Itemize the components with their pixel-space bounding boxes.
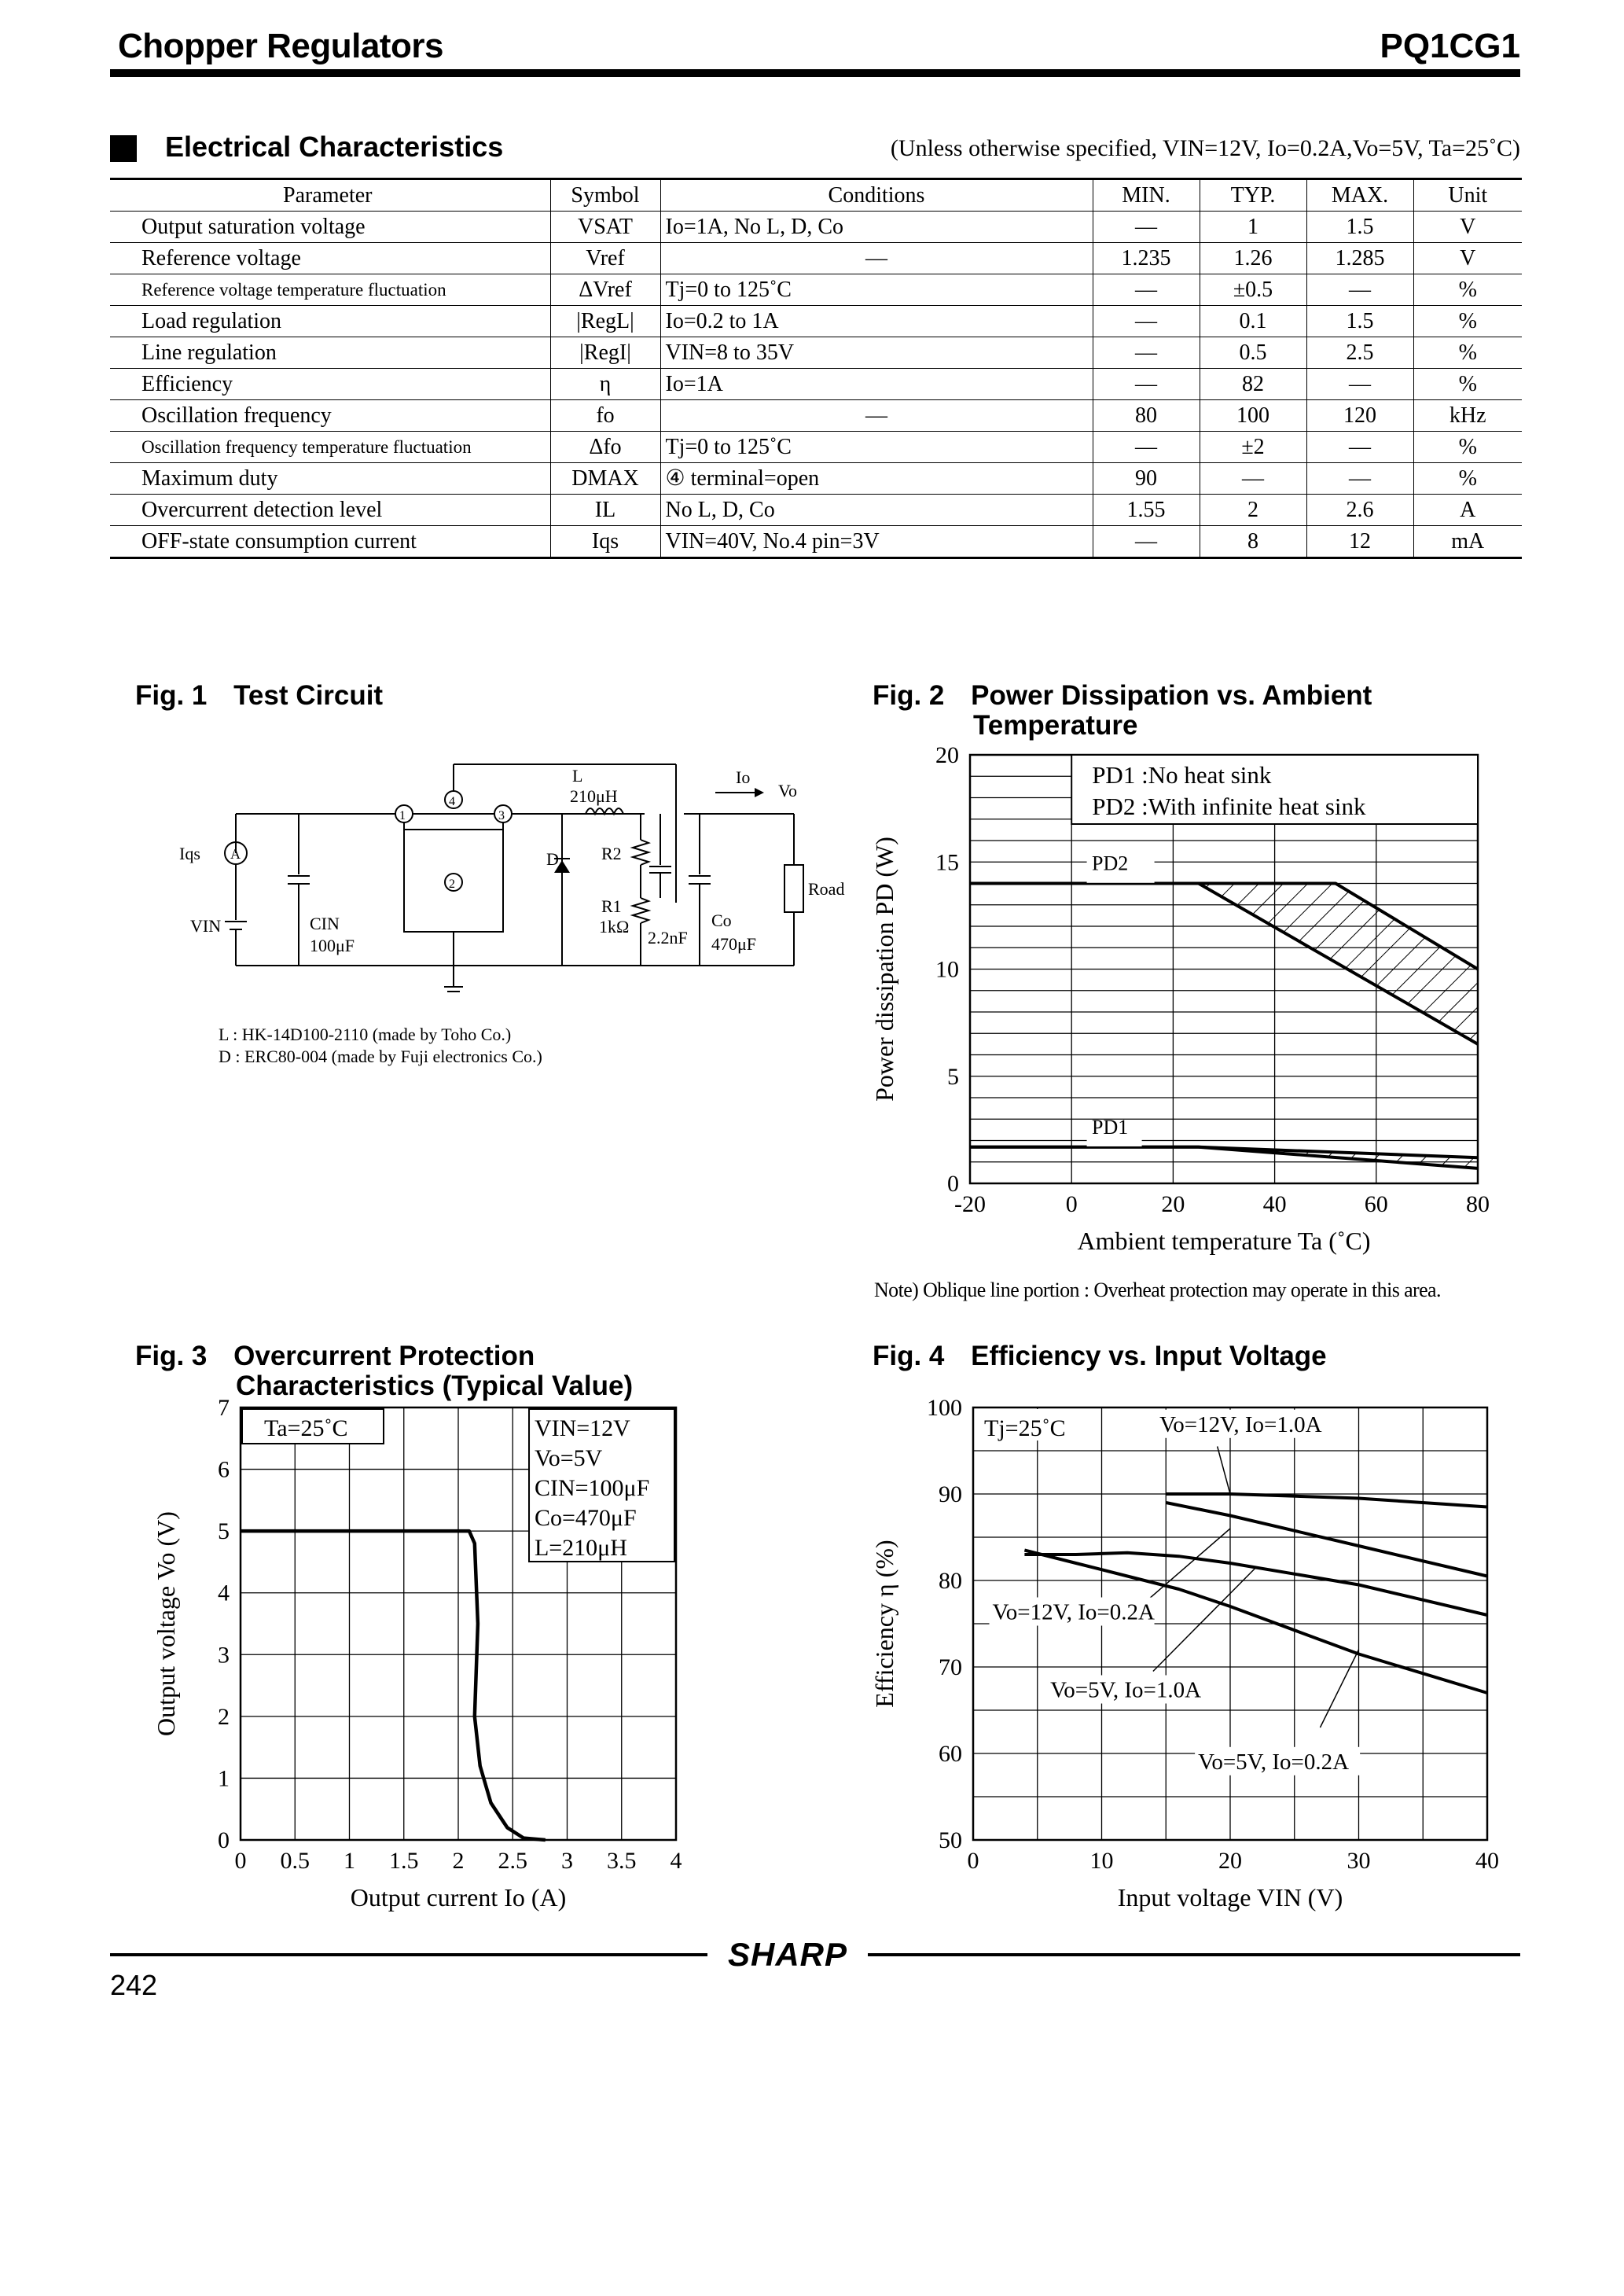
table-cell: — (660, 243, 1093, 274)
iqs-label: Iqs (179, 844, 200, 863)
y-tick-label: 0 (218, 1827, 230, 1853)
table-cell: ±0.5 (1200, 274, 1306, 306)
x-tick-label: 0 (967, 1848, 979, 1874)
table-cell: % (1413, 274, 1522, 306)
table-cell: 82 (1200, 369, 1306, 400)
table-cell: — (1093, 432, 1200, 463)
table-cell: 1.285 (1306, 243, 1413, 274)
table-cell: Io=1A (660, 369, 1093, 400)
temperature-annotation: Tj=25˚C (984, 1415, 1066, 1441)
table-cell: Tj=0 to 125˚C (660, 432, 1093, 463)
table-cell: Io=1A, No L, D, Co (660, 212, 1093, 243)
table-cell: 1.55 (1093, 495, 1200, 526)
fig2-chart (865, 739, 1556, 1274)
x-tick-label: 40 (1475, 1848, 1499, 1874)
table-cell: 0.1 (1200, 306, 1306, 337)
table-cell: — (1093, 212, 1200, 243)
series-line-0 (1166, 1494, 1487, 1507)
r1-label: R1 (601, 896, 622, 916)
x-tick-label: 4 (670, 1848, 682, 1874)
table-cell: IL (550, 495, 660, 526)
legend-entry: PD1 :No heat sink (1092, 761, 1272, 789)
series-label: Vo=5V, Io=1.0A (1050, 1677, 1202, 1703)
table-cell: DMAX (550, 463, 660, 495)
pin4-label: 4 (449, 795, 455, 808)
table-row (110, 337, 1522, 369)
x-tick-label: 0.5 (280, 1848, 310, 1874)
table-cell: Reference voltage temperature fluctuation (141, 280, 446, 300)
column-header: Conditions (660, 179, 1093, 212)
y-tick-label: 10 (935, 956, 959, 983)
load-label: Road (808, 879, 845, 899)
leader-line (1141, 1529, 1230, 1606)
table-cell: % (1413, 306, 1522, 337)
x-axis-label: Input voltage VIN (V) (1117, 1883, 1343, 1911)
x-tick-label: 20 (1161, 1191, 1185, 1217)
fig3-name: Overcurrent Protection (233, 1341, 535, 1371)
table-cell: |RegI| (550, 337, 660, 369)
header-rule (110, 69, 1520, 77)
table-cell: 2 (1200, 495, 1306, 526)
table-cell: — (660, 400, 1093, 432)
table-cell: 90 (1093, 463, 1200, 495)
x-tick-label: 20 (1218, 1848, 1242, 1874)
series-label: Vo=12V, Io=0.2A (992, 1599, 1156, 1625)
y-tick-label: 70 (939, 1654, 962, 1680)
table-cell: Oscillation frequency temperature fluctuation (141, 437, 472, 457)
cap-value: 2.2nF (648, 928, 688, 947)
table-row (110, 274, 1522, 306)
y-tick-label: 15 (935, 849, 959, 876)
table-row (110, 400, 1522, 432)
table-row (110, 432, 1522, 463)
table-cell: VIN=8 to 35V (660, 337, 1093, 369)
page-number: 242 (110, 1969, 158, 2001)
fig3-chart (149, 1392, 715, 1934)
fig1-number: Fig. 1 (135, 680, 208, 711)
table-cell: — (1306, 463, 1413, 495)
table-cell: VSAT (550, 212, 660, 243)
y-tick-label: 5 (218, 1518, 230, 1545)
table-cell: 2.6 (1306, 495, 1413, 526)
table-cell: Reference voltage (141, 246, 301, 270)
y-tick-label: 7 (218, 1395, 230, 1421)
table-cell: % (1413, 463, 1522, 495)
fig1-title (135, 681, 383, 711)
fig2-name-2: Temperature (973, 710, 1138, 741)
table-cell: OFF-state consumption current (141, 529, 417, 554)
table-row (110, 369, 1522, 400)
table-header-row (110, 179, 1522, 212)
table-cell: — (1306, 274, 1413, 306)
x-tick-label: 10 (1089, 1848, 1114, 1874)
table-cell: Overcurrent detection level (141, 498, 383, 522)
table-cell: 0.5 (1200, 337, 1306, 369)
table-cell: 1.235 (1093, 243, 1200, 274)
table-cell: 100 (1200, 400, 1306, 432)
x-tick-label: 30 (1347, 1848, 1371, 1874)
table-cell: V (1413, 243, 1522, 274)
x-tick-label: 1 (344, 1848, 355, 1874)
fig2-note: Note) Oblique line portion : Overheat protection may operate in this area. (874, 1279, 1441, 1301)
table-cell: 1 (1200, 212, 1306, 243)
y-tick-label: 0 (947, 1171, 959, 1197)
series-line-vo (241, 1531, 546, 1840)
temperature-annotation: Ta=25˚C (264, 1415, 348, 1441)
fig1-name: Test Circuit (233, 680, 384, 711)
table-cell: ΔVref (550, 274, 660, 306)
table-cell: 12 (1306, 526, 1413, 558)
table-row (110, 243, 1522, 274)
co-value: 470μF (711, 934, 757, 954)
series-line-1 (1166, 1503, 1487, 1577)
y-tick-label: 90 (939, 1481, 962, 1507)
table-row (110, 495, 1522, 526)
table-cell: — (1093, 337, 1200, 369)
diode-label: D (546, 849, 559, 869)
table-cell: 120 (1306, 400, 1413, 432)
table-cell: fo (550, 400, 660, 432)
table-row (110, 526, 1522, 558)
x-tick-label: -20 (954, 1191, 986, 1217)
table-cell: Efficiency (141, 372, 233, 396)
table-cell: ④ terminal=open (660, 463, 1093, 495)
table-cell: No L, D, Co (660, 495, 1093, 526)
io-label: Io (736, 767, 751, 787)
y-tick-label: 100 (927, 1395, 962, 1421)
column-header: MIN. (1093, 179, 1200, 212)
legend-entry: PD2 :With infinite heat sink (1092, 793, 1366, 820)
y-axis-label: Efficiency η (%) (870, 1540, 898, 1708)
y-axis-label: Power dissipation PD (W) (870, 837, 898, 1102)
table-cell: % (1413, 337, 1522, 369)
leader-line (1218, 1447, 1230, 1495)
r2-label: R2 (601, 844, 622, 863)
fig1-note: L : HK-14D100-2110 (made by Toho Co.) (219, 1025, 512, 1044)
header-category: Chopper Regulators (118, 27, 443, 65)
table-cell: 8 (1200, 526, 1306, 558)
cin-label: CIN (310, 914, 340, 933)
x-axis-label: Output current Io (A) (350, 1883, 567, 1911)
x-tick-label: 60 (1364, 1191, 1388, 1217)
fig2-title (873, 681, 1372, 741)
pin2-label: 2 (449, 878, 455, 891)
brand-logo: SHARP (727, 1936, 848, 1973)
table-cell: |RegL| (550, 306, 660, 337)
x-tick-label: 3 (561, 1848, 573, 1874)
pin1-label: 1 (399, 809, 406, 822)
table-cell: 1.5 (1306, 306, 1413, 337)
column-header: TYP. (1200, 179, 1306, 212)
series-label-pd1: PD1 (1092, 1115, 1129, 1139)
y-tick-label: 4 (218, 1580, 230, 1606)
fig1-note: D : ERC80-004 (made by Fuji electronics Co.) (219, 1047, 542, 1066)
x-tick-label: 2 (452, 1848, 465, 1874)
y-tick-label: 80 (939, 1568, 962, 1594)
table-cell: — (1093, 369, 1200, 400)
fig1-notes (219, 1024, 542, 1068)
column-header: Parameter (283, 183, 373, 208)
table-cell: η (550, 369, 660, 400)
fig2-name: Power Dissipation vs. Ambient (971, 680, 1372, 711)
y-tick-label: 3 (218, 1642, 230, 1669)
table-cell: Tj=0 to 125˚C (660, 274, 1093, 306)
table-cell: 1.5 (1306, 212, 1413, 243)
table-cell: — (1093, 526, 1200, 558)
x-tick-label: 0 (1065, 1191, 1078, 1217)
column-header: Unit (1413, 179, 1522, 212)
table-cell: V (1413, 212, 1522, 243)
footer-rule-right (868, 1953, 1520, 1956)
series-label-pd2: PD2 (1092, 852, 1129, 875)
table-cell: — (1093, 274, 1200, 306)
y-tick-label: 1 (218, 1765, 230, 1792)
inductor-label: L (572, 766, 583, 786)
section-conditions: (Unless otherwise specified, VIN=12V, Io=0.2A,Vo=5V, Ta=25˚C) (890, 135, 1520, 161)
vin-label: VIN (190, 916, 222, 936)
y-tick-label: 2 (218, 1703, 230, 1730)
table-cell: Vref (550, 243, 660, 274)
table-cell: 2.5 (1306, 337, 1413, 369)
fig3-number: Fig. 3 (135, 1341, 208, 1371)
vo-label: Vo (778, 781, 798, 800)
condition-text: VIN=12V (534, 1415, 630, 1441)
table-cell: 80 (1093, 400, 1200, 432)
inductor-value: 210μH (570, 786, 618, 806)
y-tick-label: 5 (947, 1063, 959, 1090)
fig4-name: Efficiency vs. Input Voltage (971, 1341, 1327, 1371)
fig2-number: Fig. 2 (873, 680, 945, 711)
table-cell: % (1413, 369, 1522, 400)
table-row (110, 463, 1522, 495)
x-axis-label: Ambient temperature Ta (˚C) (1077, 1227, 1371, 1255)
table-cell: kHz (1413, 400, 1522, 432)
table-cell: — (1200, 463, 1306, 495)
header-model: PQ1CG1 (1380, 27, 1520, 65)
y-tick-label: 6 (218, 1456, 230, 1483)
table-cell: % (1413, 432, 1522, 463)
condition-text: CIN=100μF (534, 1475, 650, 1501)
table-cell: A (1413, 495, 1522, 526)
table-cell: — (1306, 432, 1413, 463)
table-cell: Δfo (550, 432, 660, 463)
co-label: Co (711, 911, 732, 930)
fig3-name-2: Characteristics (Typical Value) (236, 1371, 634, 1401)
y-tick-label: 20 (935, 742, 959, 768)
series-label: Vo=12V, Io=1.0A (1159, 1411, 1322, 1437)
y-tick-label: 50 (939, 1827, 962, 1853)
x-tick-label: 40 (1262, 1191, 1287, 1217)
table-row (110, 306, 1522, 337)
table-cell: mA (1413, 526, 1522, 558)
fig4-title (873, 1341, 1327, 1371)
table-cell: Output saturation voltage (141, 215, 366, 239)
cin-value: 100μF (310, 936, 355, 955)
x-tick-label: 3.5 (607, 1848, 637, 1874)
leader-line (1320, 1650, 1358, 1728)
section-title: Electrical Characteristics (165, 131, 504, 163)
footer-rule-left (110, 1953, 707, 1956)
condition-text: Co=470μF (534, 1505, 637, 1531)
y-axis-label: Output voltage Vo (V) (152, 1511, 180, 1736)
table-cell: Oscillation frequency (141, 403, 332, 428)
table-row (110, 212, 1522, 243)
table-cell: — (1306, 369, 1413, 400)
electrical-characteristics-table (110, 178, 1522, 559)
fig4-number: Fig. 4 (873, 1341, 945, 1371)
table-cell: Maximum duty (141, 466, 278, 491)
table-cell: Iqs (550, 526, 660, 558)
x-tick-label: 80 (1466, 1191, 1490, 1217)
column-header: Symbol (550, 179, 660, 212)
table-cell: — (1093, 306, 1200, 337)
x-tick-label: 2.5 (498, 1848, 527, 1874)
section-bullet (110, 135, 137, 162)
condition-text: L=210μH (534, 1535, 627, 1561)
condition-text: Vo=5V (534, 1445, 603, 1471)
table-cell: VIN=40V, No.4 pin=3V (660, 526, 1093, 558)
table-cell: 1.26 (1200, 243, 1306, 274)
column-header: MAX. (1306, 179, 1413, 212)
fig4-chart (865, 1392, 1556, 1934)
table-cell: ±2 (1200, 432, 1306, 463)
x-tick-label: 1.5 (389, 1848, 419, 1874)
table-cell: Line regulation (141, 340, 277, 365)
x-tick-label: 0 (234, 1848, 247, 1874)
series-label: Vo=5V, Io=0.2A (1198, 1749, 1350, 1775)
pin3-label: 3 (498, 809, 505, 822)
table-cell: Io=0.2 to 1A (660, 306, 1093, 337)
y-tick-label: 60 (939, 1741, 962, 1767)
ammeter-label: A (230, 846, 241, 862)
leader-line (1153, 1568, 1256, 1672)
table-cell: Load regulation (141, 309, 282, 333)
r1-value: 1kΩ (599, 917, 630, 936)
